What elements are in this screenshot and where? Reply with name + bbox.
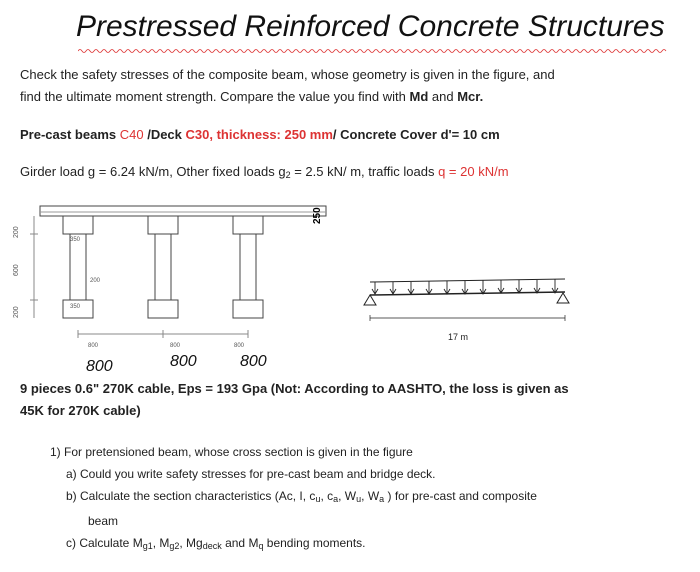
q1c-sep2: , Mg: [179, 536, 203, 550]
q1b-suffix: ) for pre-cast and composite: [384, 489, 537, 503]
intro-line-2: [20, 86, 483, 108]
q1c-sep1: , M: [152, 536, 170, 550]
flange-bottom-width: 350: [70, 304, 81, 310]
mcr-label: Mcr.: [457, 89, 484, 104]
question-1b-line-2: beam: [88, 514, 119, 528]
question-1b: [50, 485, 537, 510]
wa-sub: a: [379, 494, 385, 504]
intro-text: find the ultimate moment strength. Compare the value you find with: [20, 89, 410, 104]
ca-sub: a: [333, 494, 339, 504]
cable-line-1: 9 pieces 0.6" 270K cable, Eps = 193 Gpa (Not: According to AASHTO, the loss is given as: [20, 381, 569, 396]
deck-sep: /Deck: [143, 127, 186, 142]
girder-load: Girder load g = 6.24 kN/m, Other fixed loads g: [20, 164, 286, 179]
q1b-text: b) Calculate the section characteristics (Ac, I, c: [66, 489, 316, 503]
beam-line: [370, 292, 565, 295]
girder-3: [233, 216, 263, 318]
question-1a: a) Could you write safety stresses for pre-cast beam and bridge deck.: [66, 467, 436, 481]
spacing-1: 800: [88, 343, 99, 349]
spacing-2: 800: [170, 343, 181, 349]
page-title: Prestressed Reinforced Concrete Structures: [76, 10, 665, 43]
girder-2: [148, 216, 178, 318]
spacing-3: 800: [234, 343, 245, 349]
left-dim-bottom: 200: [13, 306, 20, 318]
load-line: [370, 279, 565, 282]
cable-line-2: 45K for 270K cable): [20, 403, 141, 418]
beam-diagram: [364, 279, 569, 321]
materials-prefix: Pre-cast beams: [20, 127, 120, 142]
span-length: 17 m: [448, 332, 469, 342]
mgdeck-sub: deck: [202, 541, 222, 551]
figure: [0, 190, 700, 372]
handwritten-800-3: 800: [240, 353, 267, 370]
cover-text: / Concrete Cover d'= 10 cm: [332, 127, 500, 142]
beam-class: C40: [119, 127, 144, 142]
q1b-sep: , c: [320, 489, 334, 503]
question-1: 1) For pretensioned beam, whose cross section is given in the figure: [50, 445, 413, 459]
q1c-suffix: bending moments.: [263, 536, 366, 550]
web-width: 200: [90, 278, 101, 284]
wu-sub: u: [356, 494, 362, 504]
other-loads: = 2.5 kN/ m, traffic loads: [290, 164, 439, 179]
loads-line: [20, 161, 509, 186]
left-support-icon: [364, 295, 376, 305]
flange-top-width: 350: [70, 237, 81, 243]
handwritten-800-1: 800: [86, 358, 113, 372]
traffic-load: q = 20 kN/m: [438, 164, 509, 179]
deck-thickness-dim: 250: [312, 207, 323, 224]
handwritten-800-2: 800: [170, 353, 197, 370]
materials-line: [20, 124, 500, 146]
q1c-and: and M: [221, 536, 259, 550]
question-list: [50, 441, 537, 557]
cu-sub: u: [315, 494, 321, 504]
left-dim-mid: 600: [13, 264, 20, 276]
question-1c: [50, 532, 537, 557]
left-dim-top: 200: [13, 226, 20, 238]
girder-1: [63, 216, 93, 318]
q1b-w2: , W: [361, 489, 380, 503]
q1b-w1: , W: [338, 489, 357, 503]
intro-and: and: [428, 89, 458, 104]
right-support-icon: [557, 293, 569, 303]
title-squiggle-underline: [78, 48, 668, 54]
deck-class: C30, thickness: 250 mm: [185, 127, 333, 142]
mg1-sub: g1: [142, 541, 153, 551]
q1c-text: c) Calculate M: [66, 536, 143, 550]
mq-sub: q: [258, 541, 264, 551]
mg2-sub: g2: [169, 541, 180, 551]
md-label: Md: [409, 89, 429, 104]
g2-subscript: 2: [285, 170, 291, 180]
deck-slab: [40, 206, 326, 216]
intro-line-1: Check the safety stresses of the composite beam, whose geometry is given in the figure, and: [20, 67, 555, 82]
